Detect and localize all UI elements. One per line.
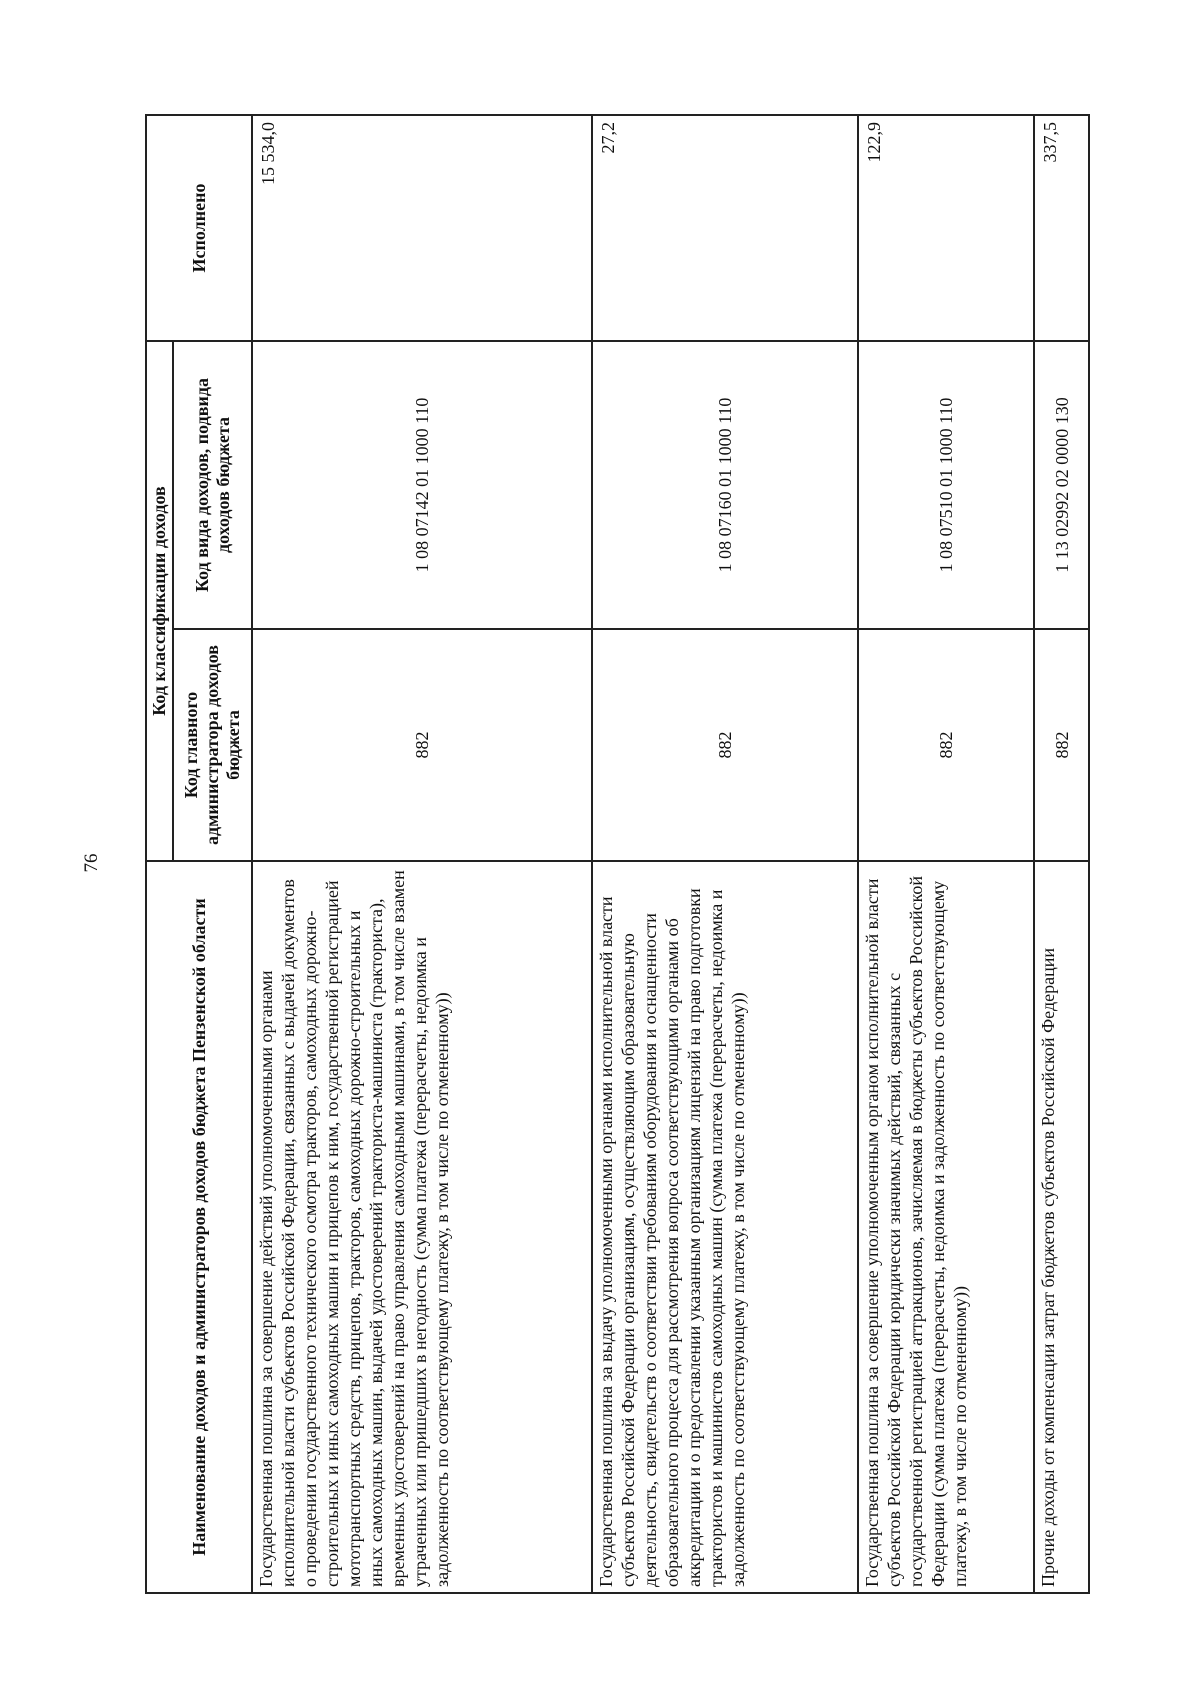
row-admin-code: 882	[252, 629, 592, 861]
row-admin-code: 882	[592, 629, 858, 861]
row-executed: 337,5	[1034, 115, 1089, 341]
row-executed: 15 534,0	[252, 115, 592, 341]
row-name: Прочие доходы от компенсации затрат бюджетов субъектов Российской Федерации	[1034, 861, 1089, 1593]
row-income-code: 1 08 07142 01 1000 110	[252, 341, 592, 629]
row-executed: 122,9	[858, 115, 1034, 341]
table-row	[858, 115, 1034, 1593]
row-admin-code: 882	[1034, 629, 1089, 861]
table-row	[252, 115, 592, 1593]
header-name: Наименование доходов и администраторов доходов бюджета Пензенской области	[146, 861, 252, 1593]
row-name: Государственная пошлина за совершение уполномоченным органом исполнительной власти субъектов Российской Федерации юридически значимых действий, связанных с государственной регистрацией аттракционов, зачисляемая в бюджеты субъектов Российской Федерации (сумма платежа (перерасчеты, недоимка и задолженность по соответствующему платежу, в том числе по отмененному))	[858, 861, 1034, 1593]
header-classification: Код классификации доходов	[146, 341, 173, 861]
table-row	[1034, 115, 1089, 1593]
rotated-table-container	[145, 116, 1090, 1594]
header-admin-code: Код главного администратора доходов бюджета	[173, 629, 252, 861]
row-income-code: 1 08 07510 01 1000 110	[858, 341, 1034, 629]
header-executed: Исполнено	[146, 115, 252, 341]
page-number: 76	[81, 853, 102, 873]
header-income-code: Код вида доходов, подвида доходов бюджета	[173, 341, 252, 629]
row-income-code: 1 08 07160 01 1000 110	[592, 341, 858, 629]
row-name: Государственная пошлина за совершение действий уполномоченными органами исполнительной власти субъектов Российской Федерации, связанных с выдачей документов о проведении государственного технического осмотра тракторов, самоходных дорожно-строительных и иных самоходных машин и прицепов к ним, государственной регистрацией мототранспортных средств, прицепов, тракторов, самоходных дорожно-строительных и иных самоходных машин, выдачей удостоверений тракториста-машиниста (тракториста), временных удостоверений на право управления самоходными машинами, в том числе взамен утраченных или пришедших в негодность (сумма платежа (перерасчеты, недоимка и задолженность по соответствующему платежу, в том числе по отмененному))	[252, 861, 592, 1593]
table-row	[592, 115, 858, 1593]
row-executed: 27,2	[592, 115, 858, 341]
row-name: Государственная пошлина за выдачу уполномоченными органами исполнительной власти субъектов Российской Федерации организациям, осуществляющим образовательную деятельность, свидетельств о соответствии требованиям оборудования и оснащенности образовательного процесса для рассмотрения вопроса соответствующими органами об аккредитации и о предоставлении указанным организациям лицензий на право подготовки трактористов и машинистов самоходных машин (сумма платежа (перерасчеты, недоимка и задолженность по соответствующему платежу, в том числе по отмененному))	[592, 861, 858, 1593]
income-table	[145, 114, 1090, 1594]
row-admin-code: 882	[858, 629, 1034, 861]
row-income-code: 1 13 02992 02 0000 130	[1034, 341, 1089, 629]
